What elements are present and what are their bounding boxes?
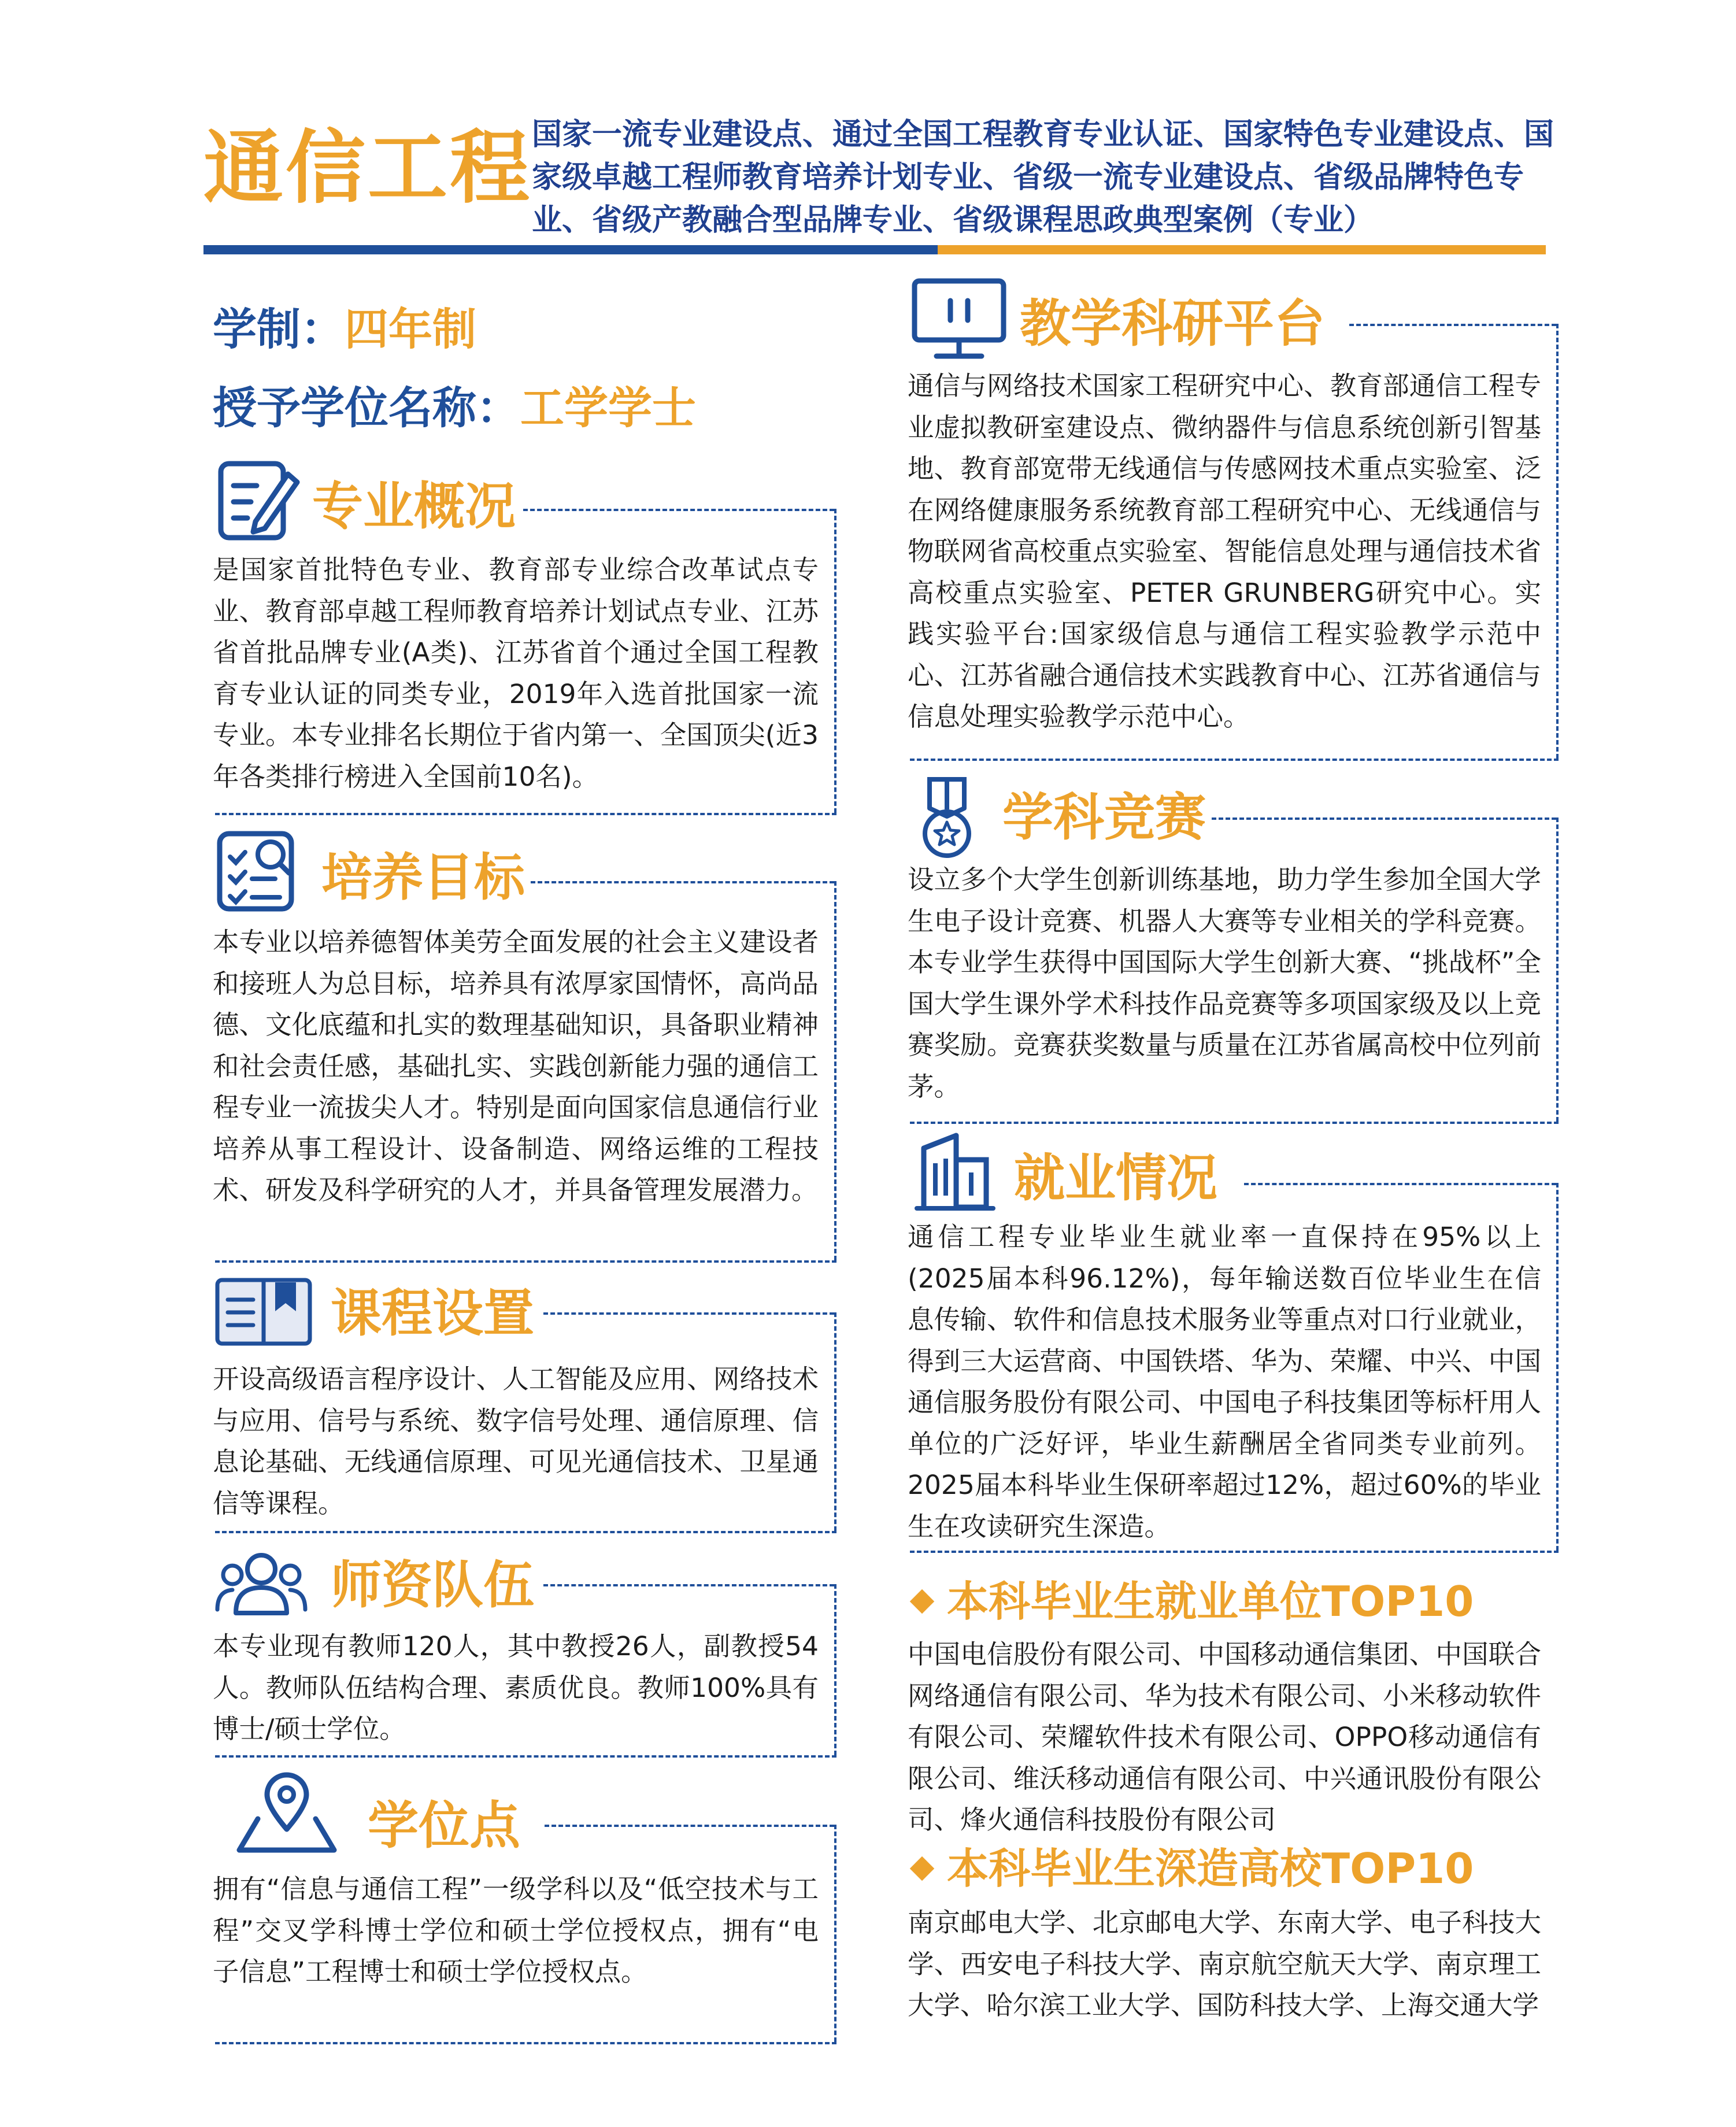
top-employers-title: 本科毕业生就业单位TOP10 [947, 1577, 1474, 1626]
goals-border-bottom [215, 1260, 836, 1263]
faculty-body: 本专业现有教师120人，其中教授26人，副教授54人。教师队伍结构合理、素质优良。教师100%具有博士/硕士学位。 [213, 1631, 819, 1744]
goals-title: 培养目标 [321, 848, 525, 907]
goals-border-top [531, 881, 834, 883]
top-schools-body: 南京邮电大学、北京邮电大学、东南大学、电子科技大学、西安电子科技大学、南京航空航天大学、南京理工大学、哈尔滨工业大学、国防科技大学、上海交通大学 [908, 1907, 1541, 2021]
degree-row [213, 382, 696, 434]
monitor-icon [910, 276, 1008, 363]
degree-label: 授予学位名称： [213, 382, 520, 434]
medal-icon [912, 774, 982, 860]
top-employers-heading [909, 1577, 1474, 1626]
overview-border-top [523, 509, 834, 511]
competition-border-top [1212, 817, 1556, 820]
overview-title: 专业概况 [312, 476, 516, 536]
employment-title: 就业情况 [1014, 1148, 1218, 1208]
diamond-bullet-icon [910, 1856, 934, 1881]
degree-points-border-bottom [215, 2042, 836, 2044]
competition-border-bottom [910, 1122, 1559, 1124]
degree-points-title: 学位点 [368, 1796, 521, 1855]
goals-border-right [834, 881, 836, 1260]
courses-border-right [834, 1312, 836, 1531]
competition-body: 设立多个大学生创新训练基地，助力学生参加全国大学生电子设计竞赛、机器人大赛等专业相关的学科竞赛。本专业学生获得中国国际大学生创新大赛、“挑战杯”全国大学生课外学术科技作品竞赛等多项国家级及以上竞赛奖励。竞赛获奖数量与质量在江苏省属高校中位列前茅。 [908, 864, 1541, 1102]
platform-title: 教学科研平台 [1020, 294, 1326, 353]
platform-border-bottom [910, 759, 1559, 761]
header-divider-blue [203, 245, 938, 254]
checklist-search-icon [215, 828, 302, 915]
overview-body: 是国家首批特色专业、教育部专业综合改革试点专业、教育部卓越工程师教育培养计划试点专业、江苏省首批品牌专业(A类)、江苏省首个通过全国工程教育专业认证的同类专业，2019年入选首批国家一流专业。本专业排名长期位于省内第一、全国顶尖(近3年各类排行榜进入全国前10名)。 [213, 554, 819, 792]
degree-value: 工学学士 [520, 382, 696, 434]
overview-border-bottom [215, 813, 836, 815]
top-schools-title: 本科毕业生深造高校TOP10 [947, 1844, 1474, 1893]
degree-points-border-right [834, 1825, 836, 2042]
overview-border-right [834, 509, 836, 813]
edit-document-icon [215, 457, 302, 543]
top-schools-heading [909, 1844, 1474, 1893]
courses-border-top [543, 1312, 834, 1315]
people-icon [215, 1549, 308, 1619]
page-title: 通信工程 [203, 121, 532, 214]
employment-border-right [1556, 1183, 1559, 1551]
platform-body: 通信与网络技术国家工程研究中心、教育部通信工程专业虚拟教研室建设点、微纳器件与信息系统创新引智基地、教育部宽带无线通信与传感网技术重点实验室、泛在网络健康服务系统教育部工程研究中心、无线通信与物联网省高校重点实验室、智能信息处理与通信技术省高校重点实验室、PETER GRUNBERG研究中心。实践实验平台:国家级信息与通信工程实验教学示范中心、江苏省融合通信技术实践教育中心、江苏省通信与信息处理实验教学示范中心。 [908, 371, 1541, 732]
honors-text: 国家一流专业建设点、通过全国工程教育专业认证、国家特色专业建设点、国家级卓越工程师教育培养计划专业、省级一流专业建设点、省级品牌特色专业、省级产教融合型品牌专业、省级课程思政典型案例（专业） [532, 117, 1554, 238]
degree-points-body: 拥有“信息与通信工程”一级学科以及“低空技术与工程”交叉学科博士学位和硕士学位授权点，拥有“电子信息”工程博士和硕士学位授权点。 [213, 1874, 819, 1987]
platform-border-top [1349, 324, 1556, 326]
courses-border-bottom [215, 1531, 836, 1533]
faculty-border-bottom [215, 1755, 836, 1758]
courses-body: 开设高级语言程序设计、人工智能及应用、网络技术与应用、信号与系统、数字信号处理、通信原理、信息论基础、无线通信原理、可见光通信技术、卫星通信等课程。 [213, 1364, 819, 1519]
faculty-title: 师资队伍 [331, 1555, 535, 1615]
degree-points-border-top [545, 1825, 834, 1827]
location-map-icon [229, 1774, 345, 1855]
diamond-bullet-icon [910, 1589, 934, 1614]
duration-row [213, 304, 476, 355]
duration-label: 学制： [213, 304, 345, 355]
header-divider-gold [938, 245, 1546, 254]
duration-value: 四年制 [345, 304, 476, 355]
faculty-border-top [543, 1584, 834, 1586]
buildings-icon [915, 1131, 995, 1212]
employment-border-top [1244, 1183, 1556, 1185]
goals-body: 本专业以培养德智体美劳全面发展的社会主义建设者和接班人为总目标，培养具有浓厚家国情怀，高尚品德、文化底蕴和扎实的数理基础知识，具备职业精神和社会责任感，基础扎实、实践创新能力强的通信工程专业一流拔尖人才。特别是面向国家信息通信行业培养从事工程设计、设备制造、网络运维的工程技术、研发及科学研究的人才，并具备管理发展潜力。 [213, 927, 819, 1205]
top-employers-body: 中国电信股份有限公司、中国移动通信集团、中国联合网络通信有限公司、华为技术有限公司、小米移动软件有限公司、荣耀软件技术有限公司、OPPO移动通信有限公司、维沃移动通信有限公司、中兴通讯股份有限公司、烽火通信科技股份有限公司 [908, 1639, 1541, 1835]
courses-title: 课程设置 [331, 1283, 535, 1343]
competition-border-right [1556, 817, 1559, 1122]
competition-title: 学科竞赛 [1002, 787, 1206, 847]
faculty-border-right [834, 1584, 836, 1755]
employment-border-bottom [910, 1551, 1559, 1553]
platform-border-right [1556, 324, 1559, 759]
open-book-icon [215, 1277, 312, 1346]
employment-body: 通信工程专业毕业生就业率一直保持在95%以上(2025届本科96.12%)，每年输送数百位毕业生在信息传输、软件和信息技术服务业等重点对口行业就业，得到三大运营商、中国铁塔、华为、荣耀、中兴、中国通信服务股份有限公司、中国电子科技集团等标杆用人单位的广泛好评，毕业生薪酬居全省同类专业前列。2025届本科毕业生保研率超过12%，超过60%的毕业生在攻读研究生深造。 [908, 1222, 1541, 1542]
